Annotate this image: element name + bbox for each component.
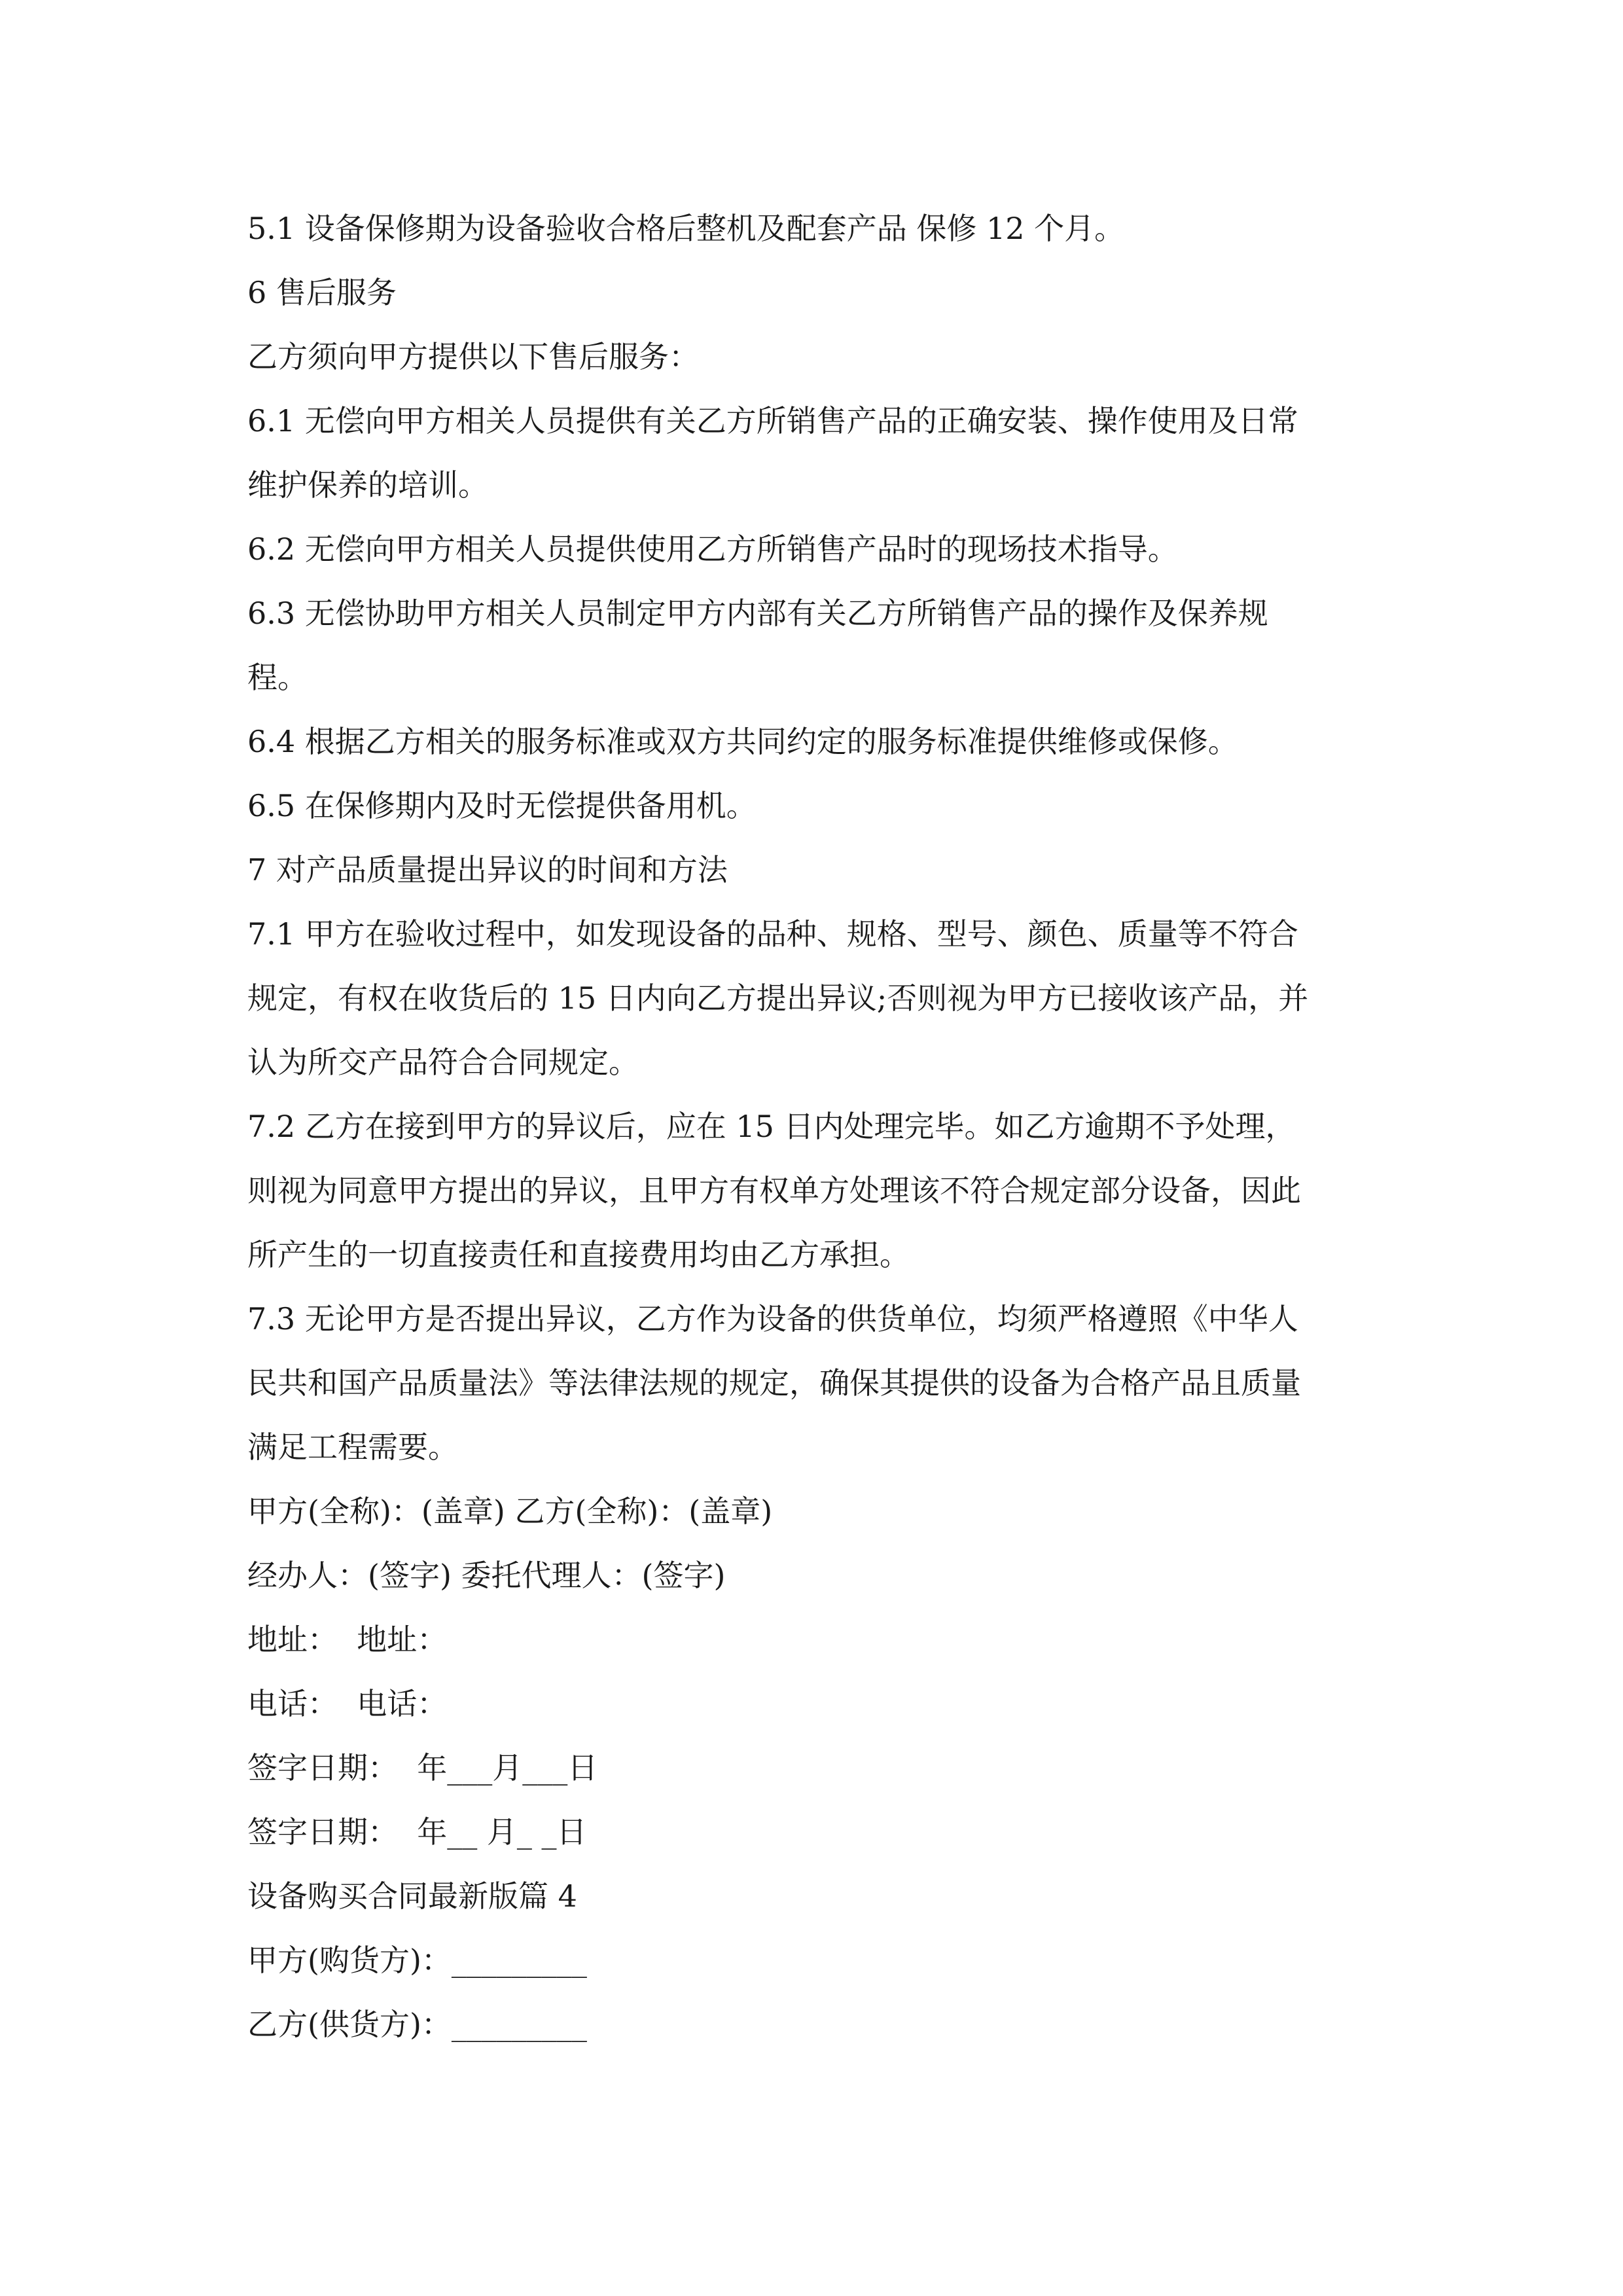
clause-6-3-line-1: 6.3 无偿协助甲方相关人员制定甲方内部有关乙方所销售产品的操作及保养规 [247,596,1268,631]
clause-7-3-line-3: 满足工程需要。 [247,1429,458,1465]
signature-address: 地址： 地址： [247,1622,448,1657]
clause-6-3-line-2: 程。 [247,660,308,695]
clause-7-2-line-3: 所产生的一切直接责任和直接费用均由乙方承担。 [247,1237,910,1272]
clause-7-1-line-2: 规定，有权在收货后的 15 日内向乙方提出异议;否则视为甲方已接收该产品，并 [247,980,1309,1016]
section-7-heading: 7 对产品质量提出异议的时间和方法 [247,852,728,888]
section-6-heading: 6 售后服务 [247,275,397,310]
clause-7-3-line-2: 民共和国产品质量法》等法律法规的规定，确保其提供的设备为合格产品且质量 [247,1365,1301,1401]
clause-7-1-line-3: 认为所交产品符合合同规定。 [247,1045,639,1080]
clause-6-1-line-1: 6.1 无偿向甲方相关人员提供有关乙方所销售产品的正确安装、操作使用及日常 [247,403,1298,439]
signature-date-1: 签字日期： 年___月___日 [247,1750,598,1785]
clause-6-1-line-2: 维护保养的培训。 [247,467,488,503]
contract-body [247,196,1386,2056]
clause-7-2-line-1: 7.2 乙方在接到甲方的异议后，应在 15 日内处理完毕。如乙方逾期不予处理， [247,1109,1296,1144]
clause-7-1-line-1: 7.1 甲方在验收过程中，如发现设备的品种、规格、型号、颜色、质量等不符合 [247,916,1298,952]
clause-6-2: 6.2 无偿向甲方相关人员提供使用乙方所销售产品时的现场技术指导。 [247,531,1178,567]
signature-phone: 电话： 电话： [247,1686,448,1721]
clause-7-2-line-2: 则视为同意甲方提出的异议，且甲方有权单方处理该不符合规定部分设备，因此 [247,1173,1301,1208]
clause-5-1: 5.1 设备保修期为设备验收合格后整机及配套产品 保修 12 个月。 [247,211,1125,246]
signature-date-2: 签字日期： 年__ 月_ _日 [247,1814,587,1850]
clause-7-3-line-1: 7.3 无论甲方是否提出异议，乙方作为设备的供货单位，均须严格遵照《中华人 [247,1301,1298,1336]
section-6-intro: 乙方须向甲方提供以下售后服务： [247,339,699,374]
signature-agents: 经办人：(签字) 委托代理人：(签字) [247,1558,726,1593]
signature-parties: 甲方(全称)：(盖章) 乙方(全称)：(盖章) [247,1494,773,1529]
buyer-line: 甲方(购货方)：_________ [247,1943,587,1978]
next-contract-title: 设备购买合同最新版篇 4 [247,1878,577,1914]
supplier-line: 乙方(供货方)：_________ [247,2007,587,2042]
clause-6-5: 6.5 在保修期内及时无偿提供备用机。 [247,788,757,823]
clause-6-4: 6.4 根据乙方相关的服务标准或双方共同约定的服务标准提供维修或保修。 [247,724,1238,759]
